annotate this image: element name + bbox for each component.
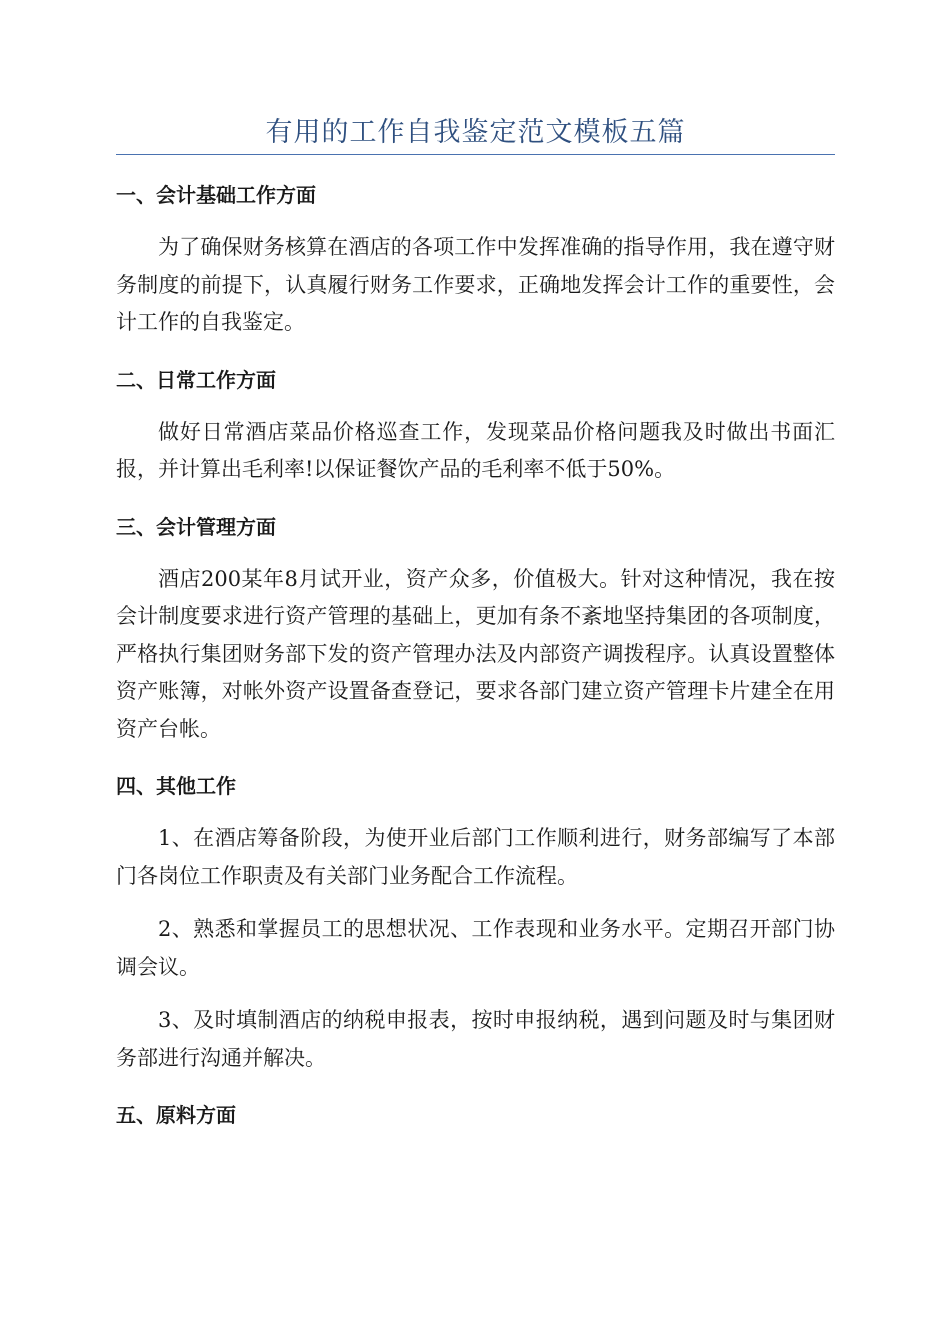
section-paragraph: 酒店200某年8月试开业，资产众多，价值极大。针对这种情况，我在按会计制度要求进行资产管理的基础上，更加有条不紊地坚持集团的各项制度，严格执行集团财务部下发的资产管理办法及内部资产调拨程序。认真设置整体资产账簿，对帐外资产设置备查登记，要求各部门建立资产管理卡片建全在用资产台帐。 (116, 566, 835, 741)
document-page (116, 112, 835, 1133)
section-heading-accounting-basics: 一、会计基础工作方面 (116, 183, 316, 207)
document-title: 有用的工作自我鉴定范文模板五篇 (265, 117, 686, 148)
section-paragraph: 做好日常酒店菜品价格巡查工作，发现菜品价格问题我及时做出书面汇报，并计算出毛利率!以保证餐饮产品的毛利率不低于50%。 (116, 419, 835, 481)
section-paragraph: 3、及时填制酒店的纳税申报表，按时申报纳税，遇到问题及时与集团财务部进行沟通并解决。 (116, 1008, 835, 1070)
section-paragraph: 1、在酒店筹备阶段，为使开业后部门工作顺利进行，财务部编写了本部门各岗位工作职责及有关部门业务配合工作流程。 (116, 826, 835, 888)
section-paragraph: 为了确保财务核算在酒店的各项工作中发挥准确的指导作用，我在遵守财务制度的前提下，认真履行财务工作要求，正确地发挥会计工作的重要性，会计工作的自我鉴定。 (116, 235, 835, 334)
section-paragraph: 2、熟悉和掌握员工的思想状况、工作表现和业务水平。定期召开部门协调会议。 (116, 917, 835, 979)
section-heading-daily-work: 二、日常工作方面 (116, 367, 276, 392)
title-underline (116, 154, 835, 155)
section-heading-raw-materials: 五、原料方面 (116, 1103, 236, 1127)
section-heading-other-work: 四、其他工作 (116, 774, 236, 798)
section-heading-accounting-management: 三、会计管理方面 (116, 514, 276, 539)
